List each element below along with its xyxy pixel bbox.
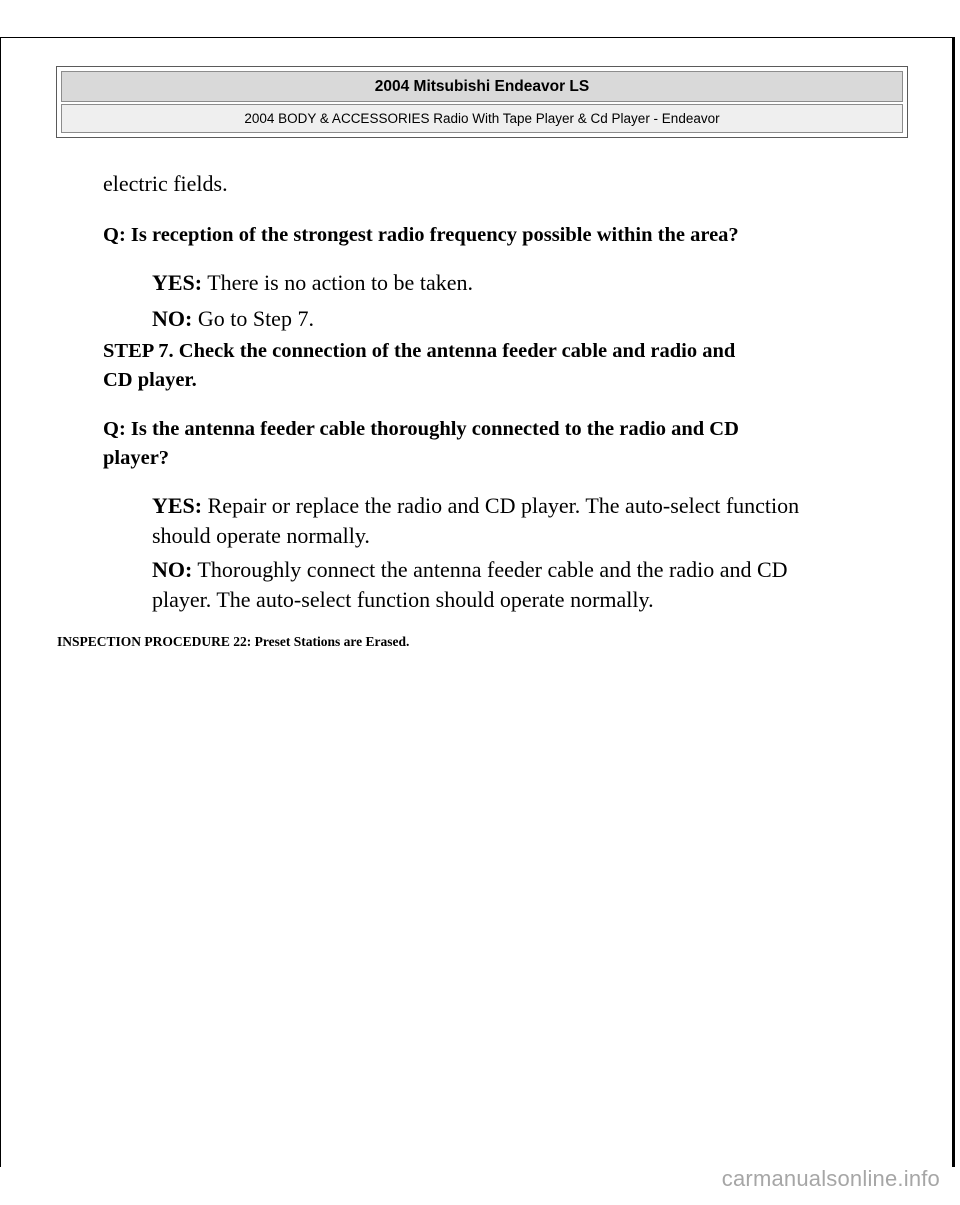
yes-label: YES: (152, 493, 203, 518)
yes-text: Repair or replace the radio and CD player. The auto-select function (202, 493, 800, 518)
question-2-line-1: Q: Is the antenna feeder cable thoroughly connected to the radio and CD (103, 418, 739, 440)
footer-watermark: carmanualsonline.info (721, 1166, 940, 1191)
no-label: NO: (152, 557, 193, 582)
question-1: Q: Is reception of the strongest radio frequency possible within the area? (103, 224, 739, 246)
continued-text: electric fields. (103, 171, 228, 196)
document-header (56, 66, 908, 138)
q2-yes-answer-line-2: should operate normally. (152, 523, 370, 548)
q1-yes-answer (152, 270, 473, 296)
yes-label: YES: (152, 270, 203, 295)
step-7-heading-line-2: CD player. (103, 369, 197, 391)
q1-no-answer (152, 306, 314, 332)
q2-no-answer-line-2: player. The auto-select function should operate normally. (152, 587, 654, 612)
no-text: Thoroughly connect the antenna feeder cable and the radio and CD (192, 557, 788, 582)
header-subtitle: 2004 BODY & ACCESSORIES Radio With Tape Player & Cd Player - Endeavor (61, 104, 903, 133)
header-title: 2004 Mitsubishi Endeavor LS (61, 71, 903, 102)
step-7-heading-line-1: STEP 7. Check the connection of the antenna feeder cable and radio and (103, 340, 736, 362)
q2-yes-answer-line-1 (152, 493, 799, 519)
no-label: NO: (152, 306, 193, 331)
inspection-procedure-heading: INSPECTION PROCEDURE 22: Preset Stations are Erased. (57, 634, 410, 649)
yes-text: There is no action to be taken. (202, 270, 473, 295)
q2-no-answer-line-1 (152, 557, 788, 583)
question-2-line-2: player? (103, 447, 170, 469)
no-text: Go to Step 7. (192, 306, 314, 331)
